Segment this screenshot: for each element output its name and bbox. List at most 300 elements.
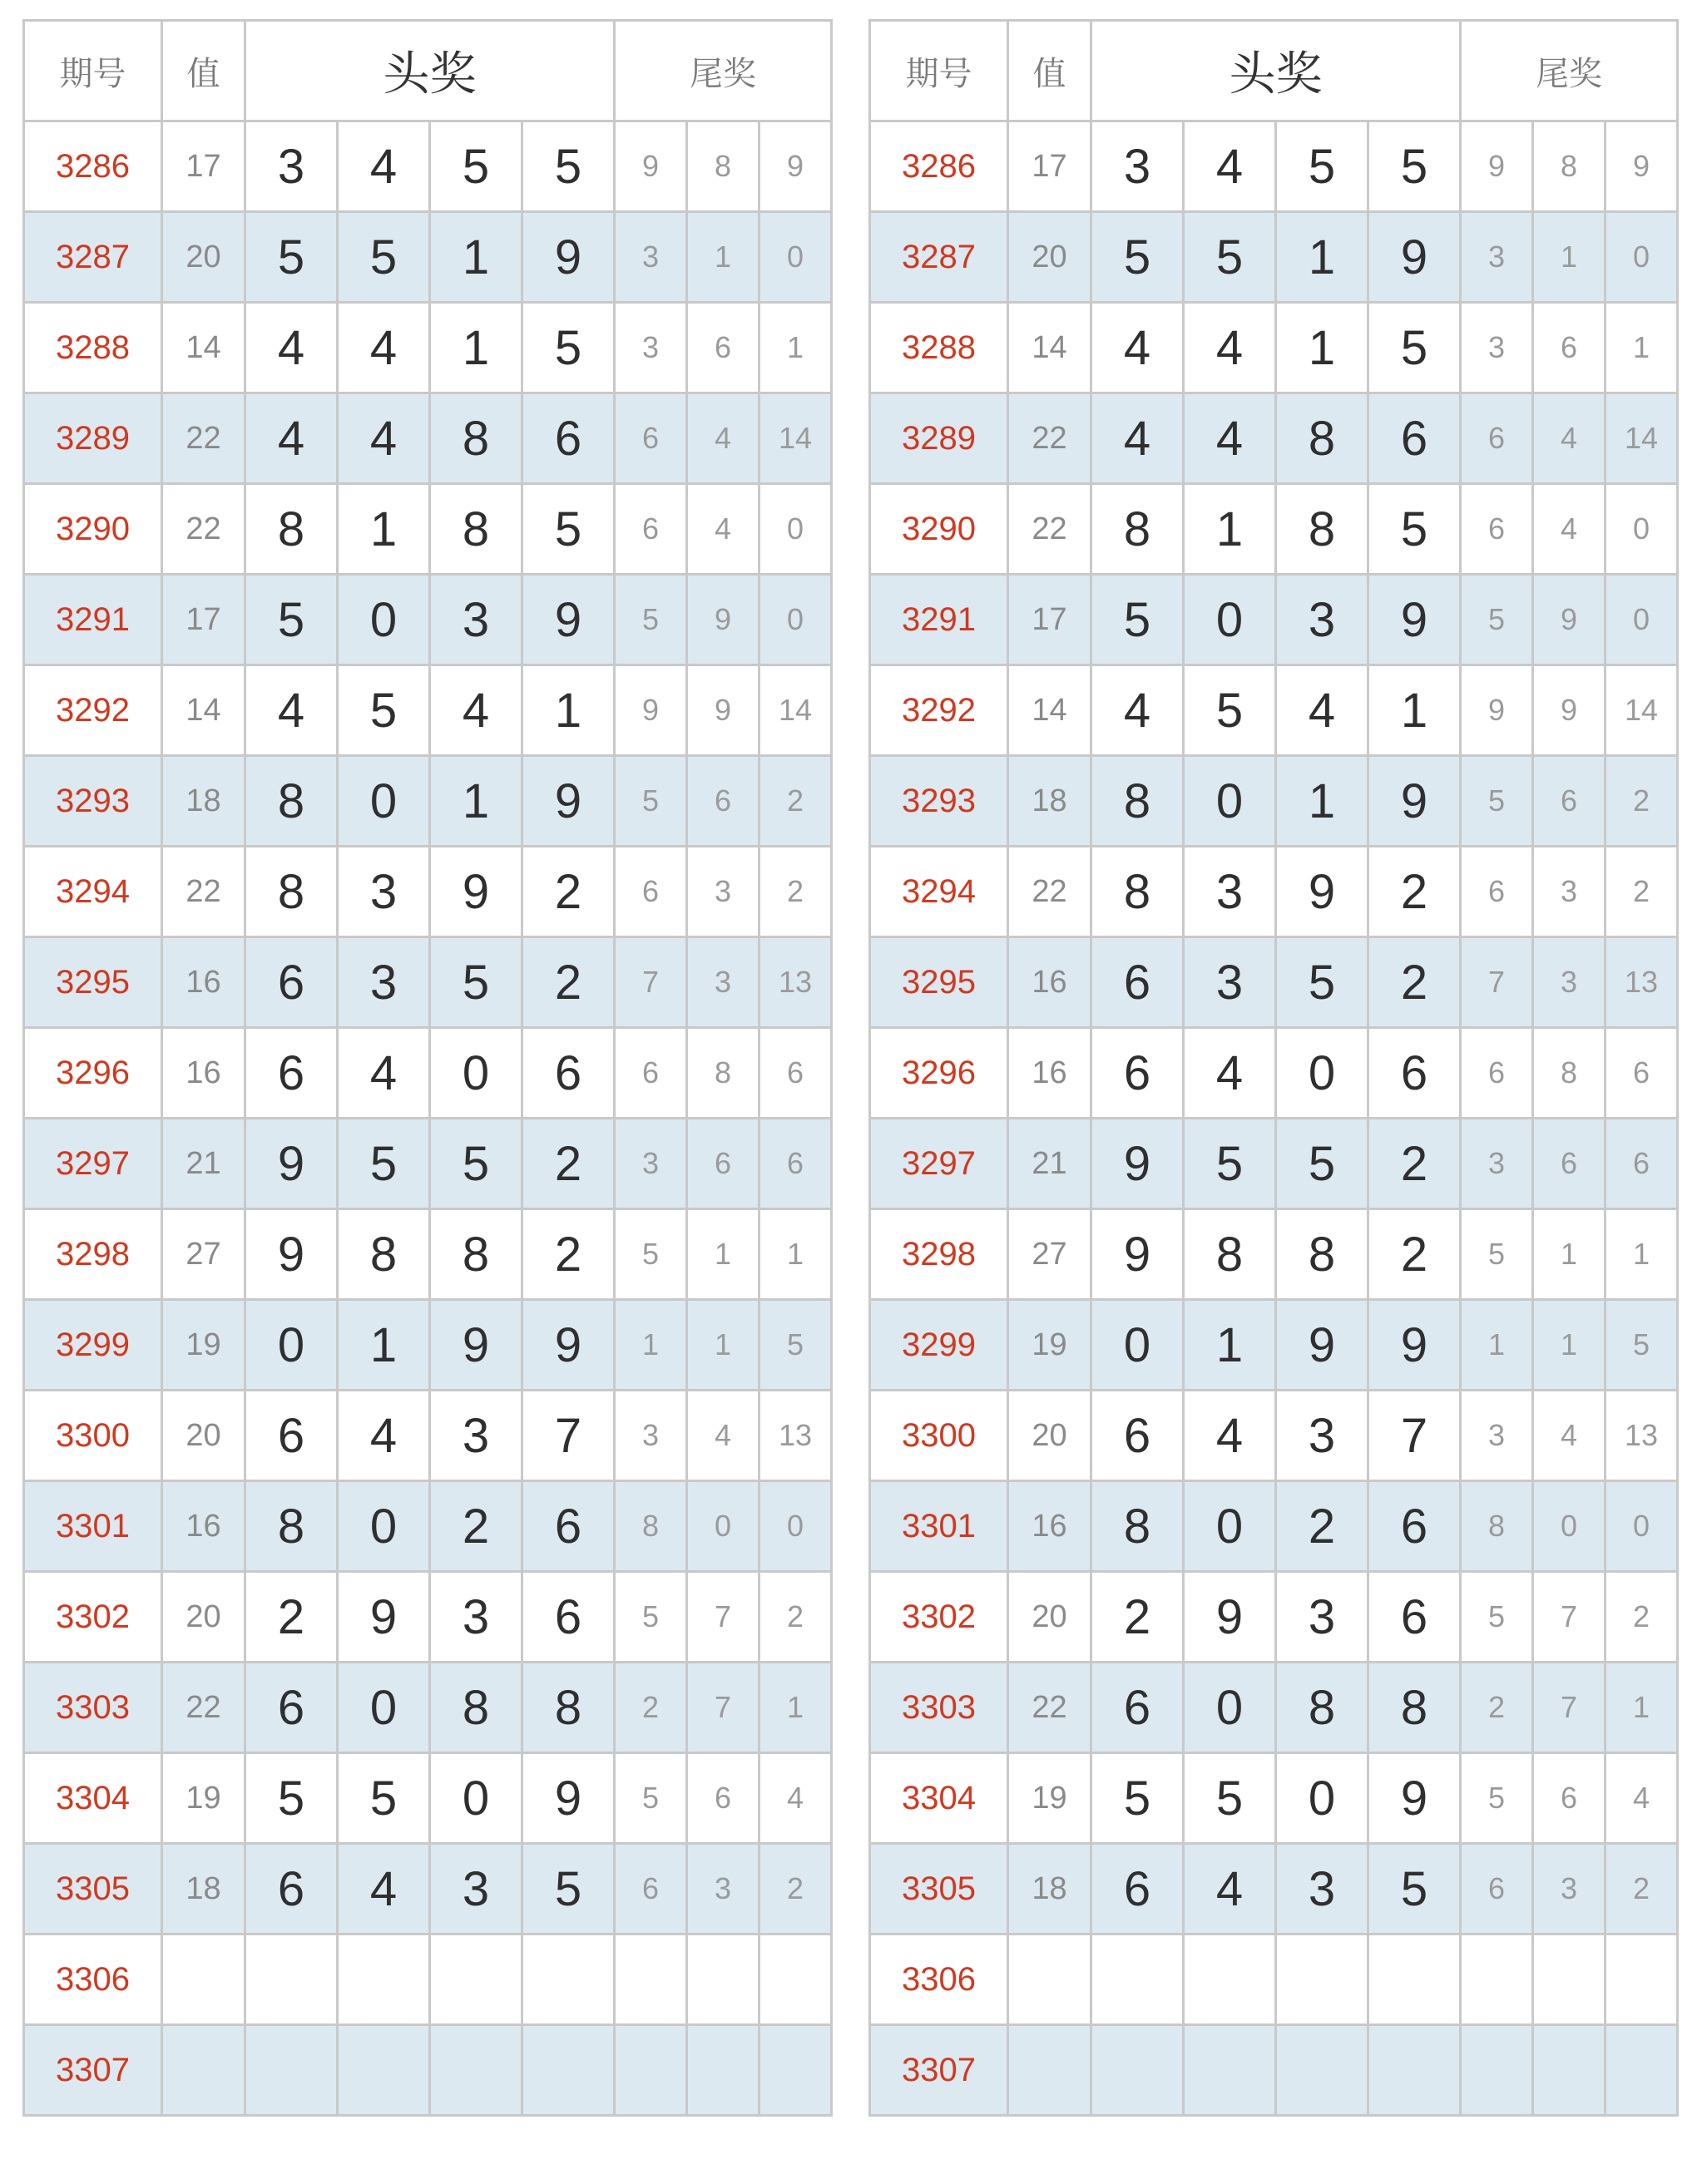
tail-prize-value: 6	[759, 1028, 832, 1119]
head-prize-digit: 2	[1368, 1209, 1461, 1300]
tail-prize-value: 8	[687, 1028, 759, 1119]
head-prize-digit: 6	[1091, 1663, 1184, 1753]
sum-value: 22	[162, 1663, 245, 1753]
tail-prize-value: 6	[1461, 484, 1533, 575]
draw-table-left	[22, 19, 833, 2117]
sum-value: 14	[162, 665, 245, 756]
tail-prize-value: 7	[615, 937, 687, 1028]
head-prize-digit: 6	[245, 937, 338, 1028]
sum-value: 20	[1008, 1391, 1091, 1481]
tail-prize-value: 9	[1533, 665, 1606, 756]
head-prize-digit: 9	[430, 1300, 522, 1391]
head-prize-digit: 8	[245, 756, 338, 847]
sum-value: 22	[1008, 393, 1091, 484]
tail-prize-value	[1533, 1934, 1606, 2025]
tail-prize-value: 3	[1461, 212, 1533, 303]
tail-prize-value: 3	[1533, 937, 1606, 1028]
tail-prize-value: 1	[687, 1209, 759, 1300]
head-prize-digit: 9	[1276, 847, 1368, 937]
header-issue: 期号	[24, 21, 162, 121]
sum-value: 17	[162, 121, 245, 212]
head-prize-digit: 8	[430, 1663, 522, 1753]
table-row	[24, 212, 832, 303]
table-row	[870, 575, 1678, 665]
tail-prize-value: 0	[687, 1481, 759, 1572]
head-prize-digit: 0	[245, 1300, 338, 1391]
head-prize-digit: 3	[430, 1391, 522, 1481]
head-prize-digit: 2	[245, 1572, 338, 1663]
tail-prize-value: 9	[1461, 665, 1533, 756]
tail-prize-value: 1	[615, 1300, 687, 1391]
tail-prize-value: 0	[1606, 484, 1678, 575]
head-prize-digit: 5	[245, 1753, 338, 1844]
issue-number: 3304	[24, 1753, 162, 1844]
sum-value	[162, 2025, 245, 2116]
tail-prize-value: 6	[1606, 1119, 1678, 1209]
tail-prize-value: 2	[759, 1572, 832, 1663]
head-prize-digit: 8	[430, 484, 522, 575]
head-prize-digit: 8	[245, 1481, 338, 1572]
table-row	[870, 212, 1678, 303]
head-prize-digit: 3	[338, 847, 430, 937]
table-row	[24, 1300, 832, 1391]
head-prize-digit: 7	[522, 1391, 615, 1481]
tail-prize-value	[1461, 1934, 1533, 2025]
issue-number: 3295	[24, 937, 162, 1028]
head-prize-digit: 0	[1091, 1300, 1184, 1391]
head-prize-digit: 1	[1276, 212, 1368, 303]
tail-prize-value: 6	[615, 847, 687, 937]
head-prize-digit: 8	[522, 1663, 615, 1753]
head-prize-digit	[430, 2025, 522, 2116]
tail-prize-value: 6	[1461, 1028, 1533, 1119]
head-prize-digit: 4	[1276, 665, 1368, 756]
sum-value: 18	[1008, 756, 1091, 847]
table-row	[24, 1209, 832, 1300]
head-prize-digit: 3	[1276, 1391, 1368, 1481]
head-prize-digit: 5	[1184, 665, 1276, 756]
sum-value: 14	[1008, 665, 1091, 756]
header-tail-prize: 尾奖	[1461, 21, 1678, 121]
head-prize-digit: 9	[1368, 756, 1461, 847]
tail-prize-value: 5	[1461, 575, 1533, 665]
head-prize-digit: 2	[1091, 1572, 1184, 1663]
issue-number: 3302	[870, 1572, 1008, 1663]
tail-prize-value: 3	[1461, 1119, 1533, 1209]
sum-value: 16	[1008, 937, 1091, 1028]
sum-value: 19	[162, 1753, 245, 1844]
issue-number: 3290	[870, 484, 1008, 575]
tail-prize-value: 6	[1606, 1028, 1678, 1119]
head-prize-digit: 8	[245, 847, 338, 937]
issue-number: 3290	[24, 484, 162, 575]
head-prize-digit: 9	[1368, 212, 1461, 303]
tail-prize-value: 2	[1606, 1844, 1678, 1934]
issue-number: 3295	[870, 937, 1008, 1028]
tail-prize-value: 4	[1533, 1391, 1606, 1481]
issue-number: 3291	[870, 575, 1008, 665]
issue-number: 3297	[870, 1119, 1008, 1209]
issue-number: 3301	[24, 1481, 162, 1572]
head-prize-digit: 0	[430, 1753, 522, 1844]
issue-number: 3304	[870, 1753, 1008, 1844]
head-prize-digit: 3	[430, 575, 522, 665]
head-prize-digit: 4	[1091, 303, 1184, 393]
tail-prize-value: 4	[687, 1391, 759, 1481]
tail-prize-value	[1461, 2025, 1533, 2116]
tail-prize-value: 9	[615, 665, 687, 756]
head-prize-digit: 6	[1091, 937, 1184, 1028]
head-prize-digit: 3	[1276, 1844, 1368, 1934]
tail-prize-value: 6	[615, 1844, 687, 1934]
tail-prize-value: 7	[1461, 937, 1533, 1028]
table-row	[24, 484, 832, 575]
head-prize-digit: 5	[1091, 1753, 1184, 1844]
table-row	[24, 1028, 832, 1119]
sum-value: 20	[162, 1572, 245, 1663]
head-prize-digit: 1	[430, 212, 522, 303]
issue-number: 3294	[870, 847, 1008, 937]
sum-value: 17	[162, 575, 245, 665]
head-prize-digit	[1184, 1934, 1276, 2025]
head-prize-digit: 8	[245, 484, 338, 575]
head-prize-digit	[1184, 2025, 1276, 2116]
head-prize-digit: 5	[522, 484, 615, 575]
issue-number: 3289	[870, 393, 1008, 484]
tail-prize-value: 0	[759, 575, 832, 665]
tail-prize-value: 3	[1533, 847, 1606, 937]
head-prize-digit: 5	[338, 212, 430, 303]
head-prize-digit: 4	[1091, 665, 1184, 756]
tail-prize-value: 14	[1606, 393, 1678, 484]
table-row	[870, 756, 1678, 847]
head-prize-digit: 5	[1091, 212, 1184, 303]
sum-value: 18	[162, 756, 245, 847]
table-row	[24, 665, 832, 756]
issue-number: 3292	[24, 665, 162, 756]
tail-prize-value	[687, 1934, 759, 2025]
tail-prize-value	[615, 1934, 687, 2025]
sum-value: 19	[1008, 1753, 1091, 1844]
tail-prize-value	[759, 1934, 832, 2025]
tail-prize-value: 9	[687, 575, 759, 665]
head-prize-digit: 5	[1276, 1119, 1368, 1209]
tail-prize-value: 4	[1606, 1753, 1678, 1844]
head-prize-digit: 9	[1184, 1572, 1276, 1663]
head-prize-digit	[1368, 1934, 1461, 2025]
tail-prize-value: 4	[1533, 484, 1606, 575]
head-prize-digit: 8	[1091, 1481, 1184, 1572]
sum-value: 17	[1008, 121, 1091, 212]
table-row	[24, 1844, 832, 1934]
tail-prize-value: 13	[1606, 1391, 1678, 1481]
tail-prize-value: 6	[687, 1753, 759, 1844]
sum-value: 21	[162, 1119, 245, 1209]
table-row	[24, 1119, 832, 1209]
head-prize-digit: 9	[522, 575, 615, 665]
table-row	[870, 1753, 1678, 1844]
issue-number: 3303	[24, 1663, 162, 1753]
table-row	[24, 756, 832, 847]
issue-number: 3299	[24, 1300, 162, 1391]
tail-prize-value: 2	[1606, 1572, 1678, 1663]
head-prize-digit	[430, 1934, 522, 2025]
table-row	[870, 1391, 1678, 1481]
head-prize-digit: 3	[430, 1572, 522, 1663]
table-row	[24, 1572, 832, 1663]
head-prize-digit: 5	[430, 1119, 522, 1209]
issue-number: 3303	[870, 1663, 1008, 1753]
issue-number: 3302	[24, 1572, 162, 1663]
tail-prize-value: 13	[759, 1391, 832, 1481]
tail-prize-value: 5	[1606, 1300, 1678, 1391]
issue-number: 3307	[24, 2025, 162, 2116]
tail-prize-value: 2	[759, 756, 832, 847]
head-prize-digit: 5	[245, 575, 338, 665]
head-prize-digit: 4	[245, 303, 338, 393]
head-prize-digit: 8	[1184, 1209, 1276, 1300]
head-prize-digit: 5	[1184, 212, 1276, 303]
head-prize-digit: 4	[245, 393, 338, 484]
head-prize-digit: 6	[1368, 393, 1461, 484]
issue-number: 3293	[870, 756, 1008, 847]
tail-prize-value: 7	[687, 1572, 759, 1663]
tail-prize-value: 8	[1533, 121, 1606, 212]
tail-prize-value: 1	[759, 1663, 832, 1753]
issue-number: 3297	[24, 1119, 162, 1209]
tail-prize-value: 5	[1461, 1572, 1533, 1663]
tail-prize-value: 6	[1533, 756, 1606, 847]
sum-value: 16	[162, 1028, 245, 1119]
head-prize-digit: 6	[522, 1481, 615, 1572]
head-prize-digit: 5	[1368, 484, 1461, 575]
head-prize-digit	[245, 2025, 338, 2116]
issue-number: 3293	[24, 756, 162, 847]
tail-prize-value: 2	[1606, 756, 1678, 847]
tail-prize-value: 6	[759, 1119, 832, 1209]
tail-prize-value: 5	[759, 1300, 832, 1391]
head-prize-digit: 2	[1368, 1119, 1461, 1209]
sum-value	[162, 1934, 245, 2025]
tail-prize-value: 1	[759, 1209, 832, 1300]
head-prize-digit	[522, 2025, 615, 2116]
head-prize-digit: 5	[1276, 937, 1368, 1028]
issue-number: 3307	[870, 2025, 1008, 2116]
head-prize-digit: 8	[1091, 484, 1184, 575]
tail-prize-value: 0	[1606, 1481, 1678, 1572]
head-prize-digit: 4	[245, 665, 338, 756]
head-prize-digit: 5	[338, 665, 430, 756]
head-prize-digit: 5	[1184, 1753, 1276, 1844]
tail-prize-value: 6	[1461, 1844, 1533, 1934]
tail-prize-value: 6	[615, 1028, 687, 1119]
head-prize-digit	[1091, 1934, 1184, 2025]
tail-prize-value: 5	[615, 1209, 687, 1300]
tail-prize-value: 9	[615, 121, 687, 212]
head-prize-digit: 1	[1184, 1300, 1276, 1391]
head-prize-digit: 1	[1184, 484, 1276, 575]
tail-prize-value: 3	[615, 212, 687, 303]
tail-prize-value: 6	[615, 484, 687, 575]
head-prize-digit: 6	[522, 1028, 615, 1119]
head-prize-digit: 8	[1276, 1209, 1368, 1300]
table-row	[24, 937, 832, 1028]
sum-value	[1008, 2025, 1091, 2116]
head-prize-digit: 3	[1276, 575, 1368, 665]
head-prize-digit: 0	[430, 1028, 522, 1119]
tail-prize-value: 6	[1533, 303, 1606, 393]
head-prize-digit: 5	[1368, 303, 1461, 393]
tail-prize-value: 14	[759, 665, 832, 756]
head-prize-digit: 9	[1091, 1119, 1184, 1209]
tail-prize-value: 2	[1606, 847, 1678, 937]
table-row	[24, 1481, 832, 1572]
head-prize-digit: 8	[1368, 1663, 1461, 1753]
header-issue: 期号	[870, 21, 1008, 121]
head-prize-digit: 2	[1368, 937, 1461, 1028]
header-head-prize: 头奖	[1091, 21, 1461, 121]
head-prize-digit: 5	[338, 1753, 430, 1844]
head-prize-digit: 1	[430, 756, 522, 847]
tail-prize-value	[615, 2025, 687, 2116]
tail-prize-value: 14	[759, 393, 832, 484]
tail-prize-value: 5	[615, 575, 687, 665]
sum-value: 16	[162, 1481, 245, 1572]
head-prize-digit: 2	[522, 937, 615, 1028]
tail-prize-value: 7	[1533, 1572, 1606, 1663]
header-head-prize: 头奖	[245, 21, 615, 121]
head-prize-digit: 4	[338, 1844, 430, 1934]
tail-prize-value	[1533, 2025, 1606, 2116]
table-row	[870, 1572, 1678, 1663]
tail-prize-value: 4	[687, 393, 759, 484]
table-row	[24, 393, 832, 484]
head-prize-digit: 4	[1184, 1391, 1276, 1481]
head-prize-digit: 9	[1276, 1300, 1368, 1391]
head-prize-digit: 0	[338, 1481, 430, 1572]
head-prize-digit: 5	[522, 303, 615, 393]
tail-prize-value: 9	[1461, 121, 1533, 212]
head-prize-digit: 6	[245, 1844, 338, 1934]
head-prize-digit: 8	[430, 1209, 522, 1300]
tail-prize-value: 9	[1533, 575, 1606, 665]
tail-prize-value: 3	[687, 847, 759, 937]
head-prize-digit: 0	[1184, 1481, 1276, 1572]
head-prize-digit: 3	[1184, 937, 1276, 1028]
tail-prize-value: 5	[615, 1572, 687, 1663]
draw-table-right	[868, 19, 1679, 2117]
head-prize-digit: 9	[522, 1753, 615, 1844]
tail-prize-value: 3	[615, 303, 687, 393]
table-row	[870, 1300, 1678, 1391]
head-prize-digit: 8	[1276, 484, 1368, 575]
tail-prize-value: 1	[1461, 1300, 1533, 1391]
head-prize-digit: 6	[522, 393, 615, 484]
issue-number: 3299	[870, 1300, 1008, 1391]
tail-prize-value	[1606, 1934, 1678, 2025]
head-prize-digit: 4	[1184, 303, 1276, 393]
head-prize-digit: 4	[1184, 121, 1276, 212]
head-prize-digit: 8	[1091, 847, 1184, 937]
tail-prize-value: 6	[687, 756, 759, 847]
table-row	[870, 1028, 1678, 1119]
head-prize-digit: 6	[1091, 1028, 1184, 1119]
tail-prize-value: 0	[759, 212, 832, 303]
head-prize-digit: 3	[338, 937, 430, 1028]
sum-value: 19	[162, 1300, 245, 1391]
head-prize-digit: 3	[1276, 1572, 1368, 1663]
sum-value: 21	[1008, 1119, 1091, 1209]
head-prize-digit: 2	[522, 1119, 615, 1209]
tail-prize-value: 6	[1533, 1119, 1606, 1209]
head-prize-digit: 4	[1184, 1028, 1276, 1119]
issue-number: 3294	[24, 847, 162, 937]
issue-number: 3286	[870, 121, 1008, 212]
head-prize-digit: 0	[338, 756, 430, 847]
head-prize-digit: 2	[1276, 1481, 1368, 1572]
head-prize-digit: 0	[1184, 756, 1276, 847]
sum-value: 20	[162, 212, 245, 303]
head-prize-digit	[1368, 2025, 1461, 2116]
tail-prize-value: 1	[687, 1300, 759, 1391]
sum-value: 22	[1008, 484, 1091, 575]
head-prize-digit: 3	[430, 1844, 522, 1934]
head-prize-digit: 9	[522, 212, 615, 303]
sum-value: 22	[162, 484, 245, 575]
issue-number: 3296	[24, 1028, 162, 1119]
table-row	[870, 2025, 1678, 2116]
tail-prize-value: 4	[1533, 393, 1606, 484]
tail-prize-value: 5	[1461, 756, 1533, 847]
tail-prize-value: 0	[1606, 212, 1678, 303]
head-prize-digit: 4	[338, 121, 430, 212]
sum-value: 14	[1008, 303, 1091, 393]
tail-prize-value: 3	[687, 937, 759, 1028]
table-row	[870, 1481, 1678, 1572]
head-prize-digit	[1276, 2025, 1368, 2116]
sum-value: 27	[162, 1209, 245, 1300]
sum-value: 18	[162, 1844, 245, 1934]
head-prize-digit	[1276, 1934, 1368, 2025]
tail-prize-value: 4	[759, 1753, 832, 1844]
sum-value: 22	[162, 847, 245, 937]
issue-number: 3306	[870, 1934, 1008, 2025]
head-prize-digit: 4	[430, 665, 522, 756]
head-prize-digit: 5	[1368, 1844, 1461, 1934]
head-prize-digit: 6	[245, 1391, 338, 1481]
head-prize-digit: 2	[522, 1209, 615, 1300]
head-prize-digit: 6	[522, 1572, 615, 1663]
tail-prize-value: 13	[1606, 937, 1678, 1028]
issue-number: 3305	[24, 1844, 162, 1934]
issue-number: 3298	[24, 1209, 162, 1300]
tail-prize-value: 1	[1606, 1209, 1678, 1300]
tail-prize-value: 1	[759, 303, 832, 393]
head-prize-digit: 1	[1276, 756, 1368, 847]
head-prize-digit: 3	[1184, 847, 1276, 937]
issue-number: 3286	[24, 121, 162, 212]
table-row	[870, 393, 1678, 484]
head-prize-digit: 0	[1184, 1663, 1276, 1753]
table-row	[870, 1934, 1678, 2025]
table-row	[870, 1209, 1678, 1300]
sum-value: 22	[1008, 847, 1091, 937]
table-row	[870, 121, 1678, 212]
sum-value: 19	[1008, 1300, 1091, 1391]
head-prize-digit: 9	[245, 1209, 338, 1300]
tail-prize-value: 3	[1533, 1844, 1606, 1934]
tail-prize-value: 5	[615, 756, 687, 847]
